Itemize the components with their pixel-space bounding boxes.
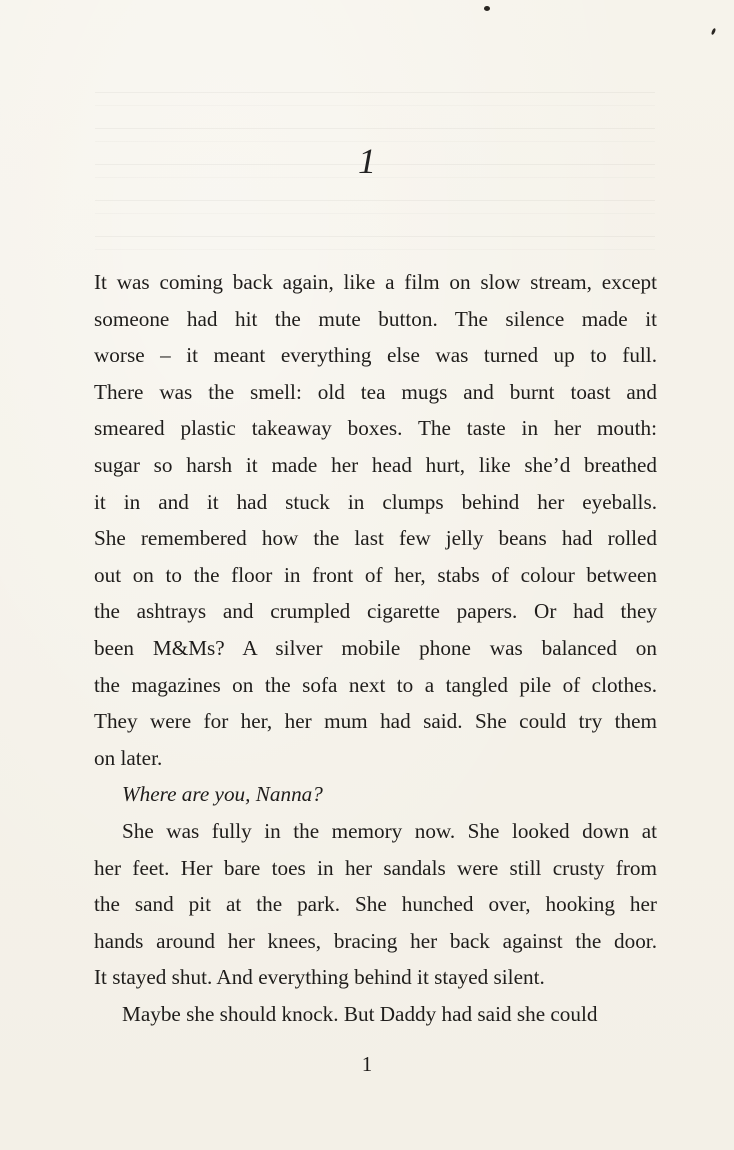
text-line: her feet. Her bare toes in her sandals were still crusty from [94, 855, 657, 880]
text-line: it in and it had stuck in clumps behind her eyeballs. [94, 489, 657, 514]
text-line: hands around her knees, bracing her back against the door. [94, 928, 657, 953]
text-line: the sand pit at the park. She hunched over, hooking her [94, 892, 657, 917]
body-text [94, 264, 657, 1032]
text-line: She remembered how the last few jelly beans had rolled [94, 526, 657, 551]
text-line: Maybe she should knock. But Daddy had said she could [122, 1001, 598, 1026]
text-line: It was coming back again, like a film on slow stream, except [94, 270, 657, 294]
text-line: been M&Ms? A silver mobile phone was balanced on [94, 635, 657, 660]
text-line: on later. [94, 745, 163, 770]
bleed-through-line [95, 200, 655, 214]
text-line: She was fully in the memory now. She looked down at [122, 818, 657, 843]
text-line: worse – it meant everything else was turned up to full. [94, 343, 657, 368]
text-line: sugar so harsh it made her head hurt, like she’d breathed [94, 452, 657, 477]
text-line: smeared plastic takeaway boxes. The taste in her mouth: [94, 416, 657, 441]
text-line: the magazines on the sofa next to a tangled pile of clothes. [94, 672, 657, 697]
ink-speck [484, 6, 490, 11]
text-line: out on to the floor in front of her, stabs of colour between [94, 562, 657, 587]
chapter-number: 1 [358, 141, 376, 181]
bleed-through-line [95, 92, 655, 106]
page-number: 1 [361, 1052, 373, 1076]
text-line: It stayed shut. And everything behind it stayed silent. [94, 965, 545, 990]
text-line: the ashtrays and crumpled cigarette papers. Or had they [94, 599, 657, 624]
bleed-through-line [95, 236, 655, 250]
text-line: Where are you, Nanna? [122, 782, 323, 807]
ink-speck [711, 28, 717, 36]
text-line: someone had hit the mute button. The silence made it [94, 306, 657, 331]
text-line: There was the smell: old tea mugs and burnt toast and [94, 379, 657, 404]
text-line: They were for her, her mum had said. She could try them [94, 709, 657, 734]
